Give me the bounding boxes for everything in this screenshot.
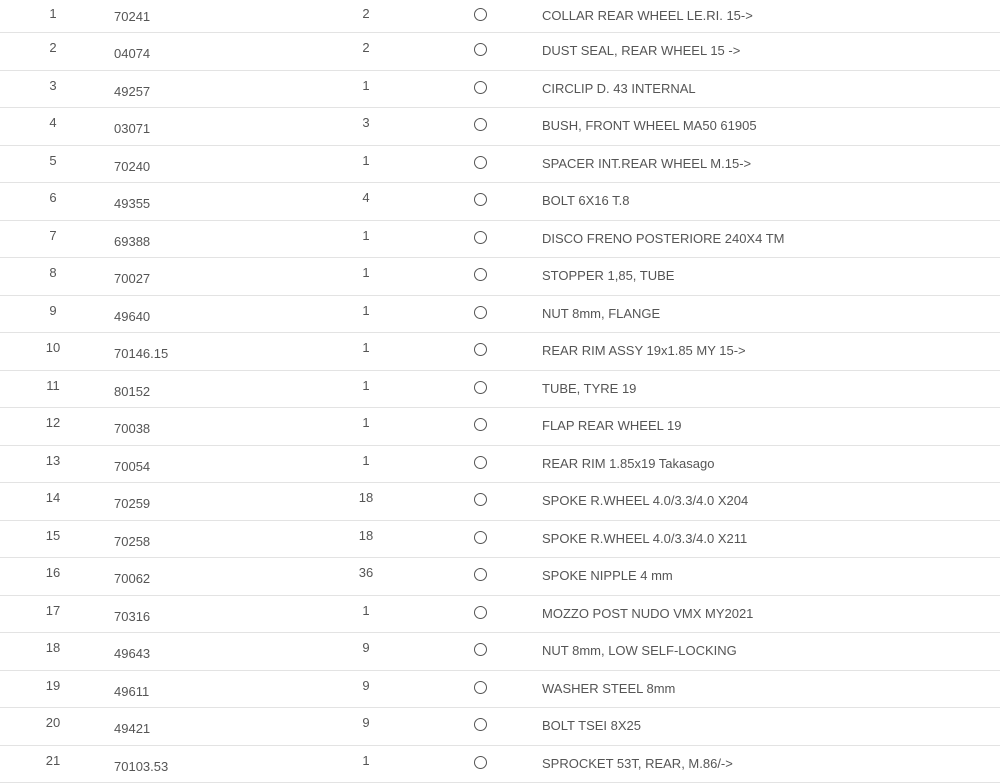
quantity: 1 [350,753,382,768]
quantity: 9 [350,715,382,730]
part-description: MOZZO POST NUDO VMX MY2021 [542,606,753,621]
table-row [0,596,1000,634]
table-row [0,558,1000,596]
radio-circle-icon [474,568,487,581]
select-radio[interactable] [474,193,487,206]
position-number: 2 [30,40,76,55]
part-description: WASHER STEEL 8mm [542,681,675,696]
radio-circle-icon [474,81,487,94]
table-row [0,33,1000,71]
table-row [0,746,1000,783]
part-code: 70316 [114,609,150,624]
part-description: BOLT 6X16 T.8 [542,193,629,208]
part-description: NUT 8mm, LOW SELF-LOCKING [542,643,737,658]
select-radio[interactable] [474,456,487,469]
part-description: SPOKE R.WHEEL 4.0/3.3/4.0 X204 [542,493,748,508]
select-radio[interactable] [474,381,487,394]
quantity: 1 [350,415,382,430]
radio-circle-icon [474,118,487,131]
quantity: 1 [350,603,382,618]
part-description: CIRCLIP D. 43 INTERNAL [542,81,696,96]
part-description: NUT 8mm, FLANGE [542,306,660,321]
part-description: STOPPER 1,85, TUBE [542,268,674,283]
table-row [0,71,1000,109]
part-description: BOLT TSEI 8X25 [542,718,641,733]
radio-circle-icon [474,643,487,656]
radio-circle-icon [474,231,487,244]
quantity: 18 [350,528,382,543]
part-description: SPOKE R.WHEEL 4.0/3.3/4.0 X211 [542,531,747,546]
position-number: 15 [30,528,76,543]
select-radio[interactable] [474,81,487,94]
part-code: 70259 [114,496,150,511]
part-description: DUST SEAL, REAR WHEEL 15 -> [542,43,740,58]
table-row [0,521,1000,559]
table-row [0,183,1000,221]
radio-circle-icon [474,343,487,356]
position-number: 14 [30,490,76,505]
part-code: 70146.15 [114,346,168,361]
select-radio[interactable] [474,8,487,21]
select-radio[interactable] [474,568,487,581]
position-number: 13 [30,453,76,468]
part-code: 04074 [114,46,150,61]
quantity: 4 [350,190,382,205]
select-radio[interactable] [474,118,487,131]
part-code: 49355 [114,196,150,211]
quantity: 2 [350,40,382,55]
table-row [0,108,1000,146]
part-description: BUSH, FRONT WHEEL MA50 61905 [542,118,757,133]
quantity: 1 [350,228,382,243]
table-row [0,371,1000,409]
position-number: 7 [30,228,76,243]
quantity: 36 [350,565,382,580]
position-number: 8 [30,265,76,280]
radio-circle-icon [474,418,487,431]
part-code: 70258 [114,534,150,549]
select-radio[interactable] [474,493,487,506]
position-number: 9 [30,303,76,318]
select-radio[interactable] [474,156,487,169]
select-radio[interactable] [474,681,487,694]
table-row [0,483,1000,521]
table-row [0,708,1000,746]
quantity: 1 [350,453,382,468]
part-description: DISCO FRENO POSTERIORE 240X4 TM [542,231,784,246]
position-number: 21 [30,753,76,768]
part-code: 70054 [114,459,150,474]
select-radio[interactable] [474,231,487,244]
radio-circle-icon [474,493,487,506]
part-code: 70062 [114,571,150,586]
select-radio[interactable] [474,718,487,731]
select-radio[interactable] [474,756,487,769]
table-row [0,633,1000,671]
position-number: 11 [30,378,76,393]
radio-circle-icon [474,268,487,281]
quantity: 1 [350,153,382,168]
position-number: 10 [30,340,76,355]
part-code: 70240 [114,159,150,174]
radio-circle-icon [474,456,487,469]
part-description: REAR RIM ASSY 19x1.85 MY 15-> [542,343,746,358]
select-radio[interactable] [474,306,487,319]
select-radio[interactable] [474,418,487,431]
part-description: SPOKE NIPPLE 4 mm [542,568,673,583]
part-code: 03071 [114,121,150,136]
part-description: COLLAR REAR WHEEL LE.RI. 15-> [542,8,753,23]
table-row [0,146,1000,184]
radio-circle-icon [474,156,487,169]
part-description: SPROCKET 53T, REAR, M.86/-> [542,756,733,771]
part-code: 49257 [114,84,150,99]
table-row [0,0,1000,33]
quantity: 1 [350,340,382,355]
table-row [0,408,1000,446]
radio-circle-icon [474,43,487,56]
quantity: 18 [350,490,382,505]
quantity: 1 [350,303,382,318]
position-number: 4 [30,115,76,130]
quantity: 1 [350,265,382,280]
position-number: 12 [30,415,76,430]
select-radio[interactable] [474,606,487,619]
position-number: 17 [30,603,76,618]
radio-circle-icon [474,8,487,21]
part-code: 69388 [114,234,150,249]
radio-circle-icon [474,531,487,544]
radio-circle-icon [474,681,487,694]
quantity: 2 [350,6,382,21]
part-description: TUBE, TYRE 19 [542,381,636,396]
part-code: 70027 [114,271,150,286]
table-row [0,296,1000,334]
radio-circle-icon [474,718,487,731]
quantity: 1 [350,78,382,93]
position-number: 3 [30,78,76,93]
position-number: 1 [30,6,76,21]
part-code: 70103.53 [114,759,168,774]
position-number: 5 [30,153,76,168]
table-row [0,446,1000,484]
table-row [0,671,1000,709]
part-code: 70241 [114,9,150,24]
position-number: 18 [30,640,76,655]
quantity: 3 [350,115,382,130]
position-number: 19 [30,678,76,693]
select-radio[interactable] [474,643,487,656]
part-code: 49611 [114,684,149,699]
quantity: 9 [350,678,382,693]
radio-circle-icon [474,306,487,319]
part-code: 49421 [114,721,150,736]
radio-circle-icon [474,193,487,206]
part-description: REAR RIM 1.85x19 Takasago [542,456,714,471]
part-code: 49640 [114,309,150,324]
table-row [0,221,1000,259]
table-row [0,333,1000,371]
radio-circle-icon [474,606,487,619]
part-code: 49643 [114,646,150,661]
position-number: 20 [30,715,76,730]
part-description: SPACER INT.REAR WHEEL M.15-> [542,156,751,171]
quantity: 1 [350,378,382,393]
part-description: FLAP REAR WHEEL 19 [542,418,681,433]
select-radio[interactable] [474,343,487,356]
position-number: 6 [30,190,76,205]
radio-circle-icon [474,756,487,769]
quantity: 9 [350,640,382,655]
select-radio[interactable] [474,43,487,56]
position-number: 16 [30,565,76,580]
select-radio[interactable] [474,531,487,544]
part-code: 70038 [114,421,150,436]
radio-circle-icon [474,381,487,394]
part-code: 80152 [114,384,150,399]
table-row [0,258,1000,296]
select-radio[interactable] [474,268,487,281]
